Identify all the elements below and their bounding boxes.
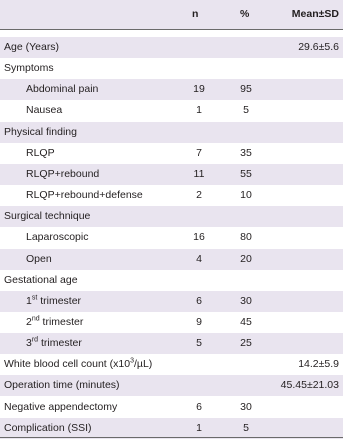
cell-n: 2 [196,189,202,202]
cell-percent: 5 [243,104,249,117]
row-label-text: RLQP+rebound [26,167,100,180]
cell-percent: 30 [240,294,252,307]
row-label [4,422,92,434]
cell-percent: 10 [240,189,252,202]
cell-n: 6 [196,400,202,413]
row-label [26,104,62,116]
row-label [26,147,55,159]
table-row [0,164,343,185]
cell-percent: 95 [240,83,252,96]
cell-n: 6 [196,294,202,307]
table-row [0,354,343,375]
table-row [0,206,343,227]
row-label-text: Negative appendectomy [4,400,118,413]
row-label-text: Gestational age [4,273,78,286]
table-row [0,418,343,439]
row-label-superscript: st [31,294,38,302]
row-label-text: 3 [26,337,32,350]
cell-n: 11 [193,167,205,180]
row-label [26,316,83,328]
table-row [0,37,343,58]
row-label [4,401,117,413]
row-label-text: Open [26,252,52,265]
table-header [0,0,343,29]
cell-percent: 55 [240,167,252,180]
row-label [4,62,54,74]
row-label-superscript: 3 [130,357,134,365]
row-label-suffix: /µL) [133,358,153,371]
row-label-text: Symptoms [4,62,54,75]
cell-mean-sd: 45.45±21.03 [280,379,339,392]
table-row [0,79,343,100]
cell-percent: 30 [240,400,252,413]
row-label [26,83,98,95]
row-label [4,274,78,286]
row-label [26,253,52,265]
row-label-text: RLQP+rebound+defense [26,189,143,202]
cell-percent: 20 [240,252,252,265]
row-label-suffix: trimester [39,315,84,328]
row-label-text: Complication (SSI) [4,421,92,434]
header-percent: % [240,8,250,20]
row-label [26,168,99,180]
table-row [0,122,343,143]
table-row [0,270,343,291]
row-label-suffix: trimester [38,337,82,350]
cell-percent: 25 [240,337,252,350]
cell-percent: 35 [240,146,252,159]
row-label [26,189,143,201]
cell-percent: 5 [243,421,249,434]
row-label-text: Physical finding [4,125,77,138]
table-row [0,249,343,270]
table-row [0,333,343,354]
cell-n: 19 [193,83,205,96]
header-n: n [192,8,199,20]
row-label-text: Surgical technique [4,210,91,223]
cell-n: 5 [196,337,202,350]
row-label [26,231,88,243]
cell-mean-sd: 14.2±5.9 [298,358,339,371]
table-row [0,397,343,418]
cell-percent: 80 [240,231,252,244]
row-label-text: Laparoscopic [26,231,89,244]
row-label-text: RLQP [26,146,55,159]
row-label-text: Abdominal pain [26,83,99,96]
cell-n: 1 [196,104,202,117]
cell-n: 9 [196,315,202,328]
cell-percent: 45 [240,315,252,328]
row-label-text: 1 [26,294,32,307]
cell-n: 16 [193,231,205,244]
cell-n: 1 [196,421,202,434]
header-mean-sd: Mean±SD [291,8,339,20]
table-row [0,58,343,79]
cell-n: 4 [196,252,202,265]
row-label [4,126,77,138]
row-label [4,358,152,370]
row-label [4,210,90,222]
table-row [0,227,343,248]
cell-mean-sd: 29.6±5.6 [298,41,339,53]
row-label-superscript: rd [31,336,39,344]
table-row [0,375,343,396]
row-label [26,337,82,349]
row-label-text: Operation time (minutes) [4,379,120,392]
table-row [0,100,343,121]
row-label-text: 2 [26,315,32,328]
table-row [0,185,343,206]
cell-n: 7 [196,146,202,159]
row-label [26,295,81,307]
table-row [0,143,343,164]
header-rule [0,29,343,30]
table-row [0,312,343,333]
row-label [4,41,59,53]
row-label-text: Age (Years) [4,41,60,53]
row-label-text: White blood cell count (x10 [4,358,131,371]
table-row [0,291,343,312]
row-label-text: Nausea [26,104,63,117]
row-label-suffix: trimester [37,294,82,307]
row-label-superscript: nd [31,315,40,323]
row-label [4,379,120,391]
